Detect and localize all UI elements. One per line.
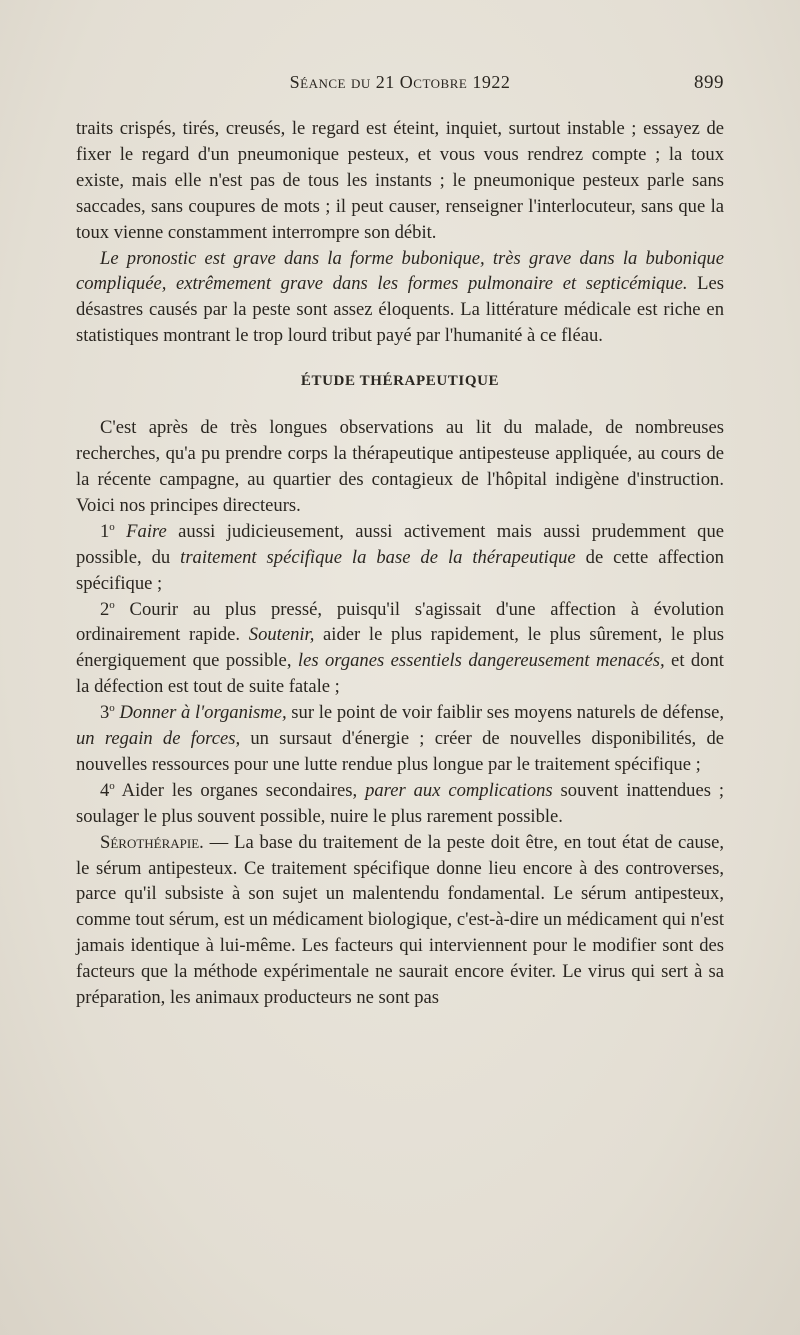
principle-4 bbox=[76, 778, 724, 830]
serotherapy-text: — La base du traitement de la peste doit être, en tout état de cause, le sérum antipesteux. Ce traitement spécifique donne lieu encore à des controverses, parce qu'il subsiste à son sujet un malentendu fondamental. Le sérum antipesteux, comme tout sérum, est un médicament biologique, c'est-à-dire un médicament qui n'est jamais identique à lui-même. Les facteurs qui interviennent pour le modifier sont des facteurs que la méthode expérimentale ne saurait encore éviter. Le virus qui sert à sa préparation, les animaux producteurs ne sont pas bbox=[76, 831, 724, 1009]
serotherapy-label: Sérothérapie. bbox=[100, 831, 204, 853]
principle-4-number: 4 bbox=[100, 779, 110, 801]
ordinal-suffix: o bbox=[109, 779, 115, 792]
ordinal-suffix: o bbox=[109, 598, 115, 611]
principle-2-number: 2 bbox=[100, 598, 110, 620]
paragraph-intro: C'est après de très longues observations au lit du malade, de nombreuses recherches, qu'a pu prendre corps la thérapeutique antipesteuse appliquée, au cours de la récente campagne, au quartier des contagieux de l'hôpital indigène d'instruction. Voici nos principes directeurs. bbox=[76, 417, 724, 516]
running-head: Séance du 21 Octobre 1922 bbox=[289, 72, 511, 92]
principle-3-emphasis: un regain de forces, bbox=[76, 728, 241, 750]
principle-1-keyword: Faire bbox=[126, 520, 167, 542]
principle-3-text: sur le point de voir faiblir ses moyens naturels de défense, bbox=[286, 702, 724, 724]
principle-4-emphasis: parer aux complications bbox=[365, 779, 553, 801]
principle-2-emphasis: les organes essentiels dangereusement menacés, bbox=[297, 650, 665, 672]
principle-2-text: Courir au plus pressé, puisqu'il s'agissait d'une affection à évolution ordinairement rapide. bbox=[76, 598, 724, 646]
paragraph-prognosis bbox=[76, 246, 724, 350]
page-number: 899 bbox=[694, 72, 724, 93]
principle-3-end: un sursaut d'énergie ; créer de nouvelles disponibilités, de nouvelles ressources pour une lutte rendue plus longue par le traitement spécifique ; bbox=[76, 728, 724, 775]
paragraph-patient-signs: traits crispés, tirés, creusés, le regard est éteint, inquiet, surtout instable ; essayez de fixer le regard d'un pneumonique pesteux, et vous vous rendrez compte ; la toux existe, mais elle n'est pas de tous les instants ; le pneumonique pesteux parle sans saccades, sans coupures de mots ; il peut causer, renseigner l'interlocuteur, sans que la toux vienne constamment interrompre son débit. bbox=[76, 118, 724, 243]
principle-2-middle: aider le plus rapidement, le plus sûrement, le plus énergiquement que possible, bbox=[76, 624, 724, 672]
principle-1-number: 1 bbox=[100, 520, 110, 542]
principle-4-end: souvent inattendues ; soulager le plus souvent possible, nuire le plus rarement possible. bbox=[76, 779, 725, 827]
principle-1-text: aussi judicieusement, aussi activement mais aussi prudemment que possible, du bbox=[76, 520, 724, 568]
prognosis-statement: Le pronostic est grave dans la forme bubonique, très grave dans la bubonique compliquée, extrêmement grave dans les formes pulmonaire et septicémique. bbox=[76, 247, 724, 295]
prognosis-rest: Les désastres causés par la peste sont assez éloquents. La littérature médicale est riche en statistiques montrant le trop lourd tribut payé par l'humanité à ce fléau. bbox=[76, 273, 725, 347]
principle-3 bbox=[76, 700, 724, 778]
principle-4-text: Aider les organes secondaires, bbox=[114, 779, 366, 801]
principle-1-end: de cette affection spécifique ; bbox=[76, 546, 724, 594]
principle-1-emphasis: traitement spécifique la base de la thérapeutique bbox=[180, 546, 576, 568]
paragraph-serotherapy bbox=[76, 830, 724, 1011]
section-title: ÉTUDE THÉRAPEUTIQUE bbox=[300, 373, 500, 390]
body-text bbox=[76, 116, 724, 1011]
principle-2-end: et dont la défection est tout de suite fatale ; bbox=[76, 650, 724, 698]
principle-2-keyword: Soutenir, bbox=[248, 624, 315, 646]
principle-3-keyword: Donner à l'organisme, bbox=[119, 702, 287, 724]
page-header bbox=[76, 70, 724, 98]
ordinal-suffix: o bbox=[109, 520, 115, 533]
principle-2 bbox=[76, 597, 724, 701]
principle-1 bbox=[76, 519, 724, 597]
ordinal-suffix: o bbox=[109, 701, 115, 714]
principle-3-number: 3 bbox=[100, 702, 110, 724]
